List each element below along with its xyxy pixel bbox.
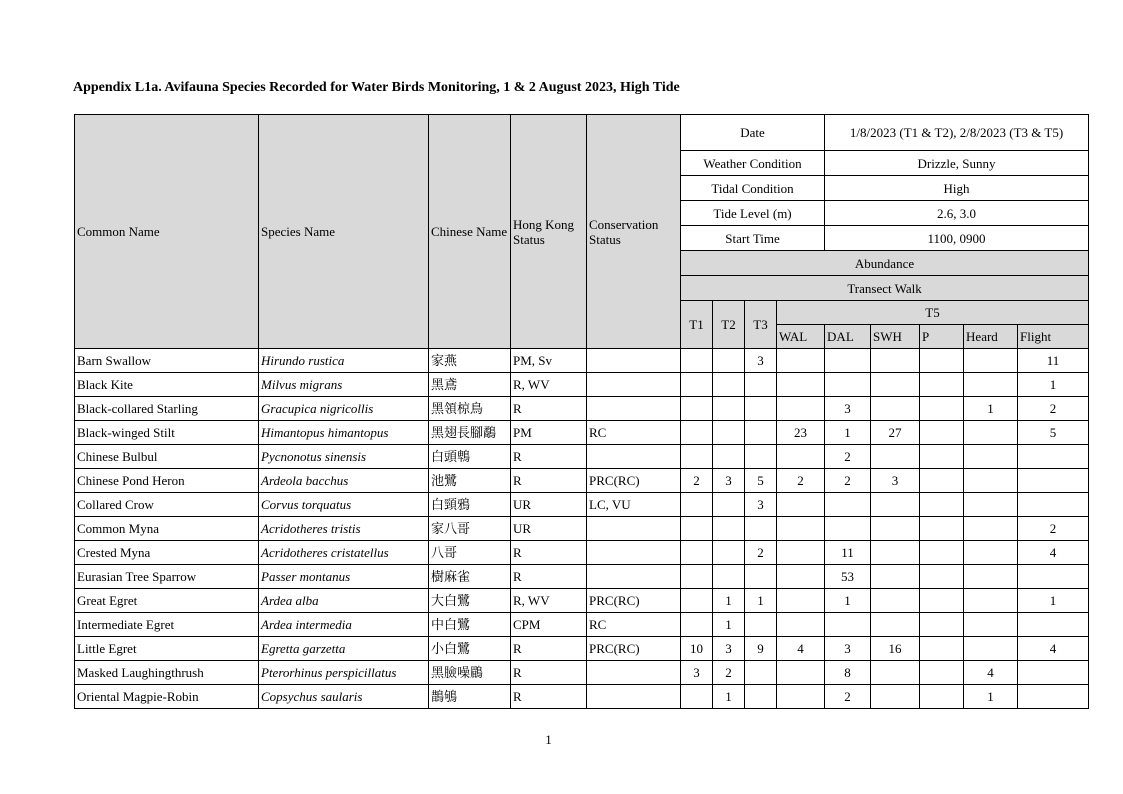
dal-count-cell <box>825 517 871 541</box>
table-row <box>75 445 1089 469</box>
wal-count-cell <box>777 445 825 469</box>
conservation-status-cell: RC <box>587 613 681 637</box>
conservation-status-cell <box>587 445 681 469</box>
conservation-status-cell: RC <box>587 421 681 445</box>
t3-count-cell <box>745 421 777 445</box>
flight-count-cell: 4 <box>1018 637 1089 661</box>
species-name-cell: Egretta garzetta <box>259 637 429 661</box>
flight-count-cell: 1 <box>1018 373 1089 397</box>
species-name-cell: Hirundo rustica <box>259 349 429 373</box>
t3-count-cell: 3 <box>745 493 777 517</box>
p-count-cell <box>920 517 964 541</box>
t3-count-cell: 1 <box>745 589 777 613</box>
hk-status-cell: R, WV <box>511 373 587 397</box>
tide-level-label: Tide Level (m) <box>681 201 825 226</box>
heard-count-cell <box>964 469 1018 493</box>
hk-status-cell: R, WV <box>511 589 587 613</box>
hk-status-cell: R <box>511 565 587 589</box>
heard-count-cell <box>964 373 1018 397</box>
swh-count-cell <box>871 565 920 589</box>
t2-count-cell <box>713 445 745 469</box>
wal-count-cell <box>777 397 825 421</box>
table-row <box>75 685 1089 709</box>
t1-count-cell: 3 <box>681 661 713 685</box>
dal-count-cell: 2 <box>825 469 871 493</box>
species-name-cell: Himantopus himantopus <box>259 421 429 445</box>
table-row <box>75 493 1089 517</box>
conservation-status-cell: PRC(RC) <box>587 469 681 493</box>
wal-count-cell <box>777 565 825 589</box>
date-value: 1/8/2023 (T1 & T2), 2/8/2023 (T3 & T5) <box>825 115 1089 151</box>
heard-count-cell: 1 <box>964 685 1018 709</box>
table-row <box>75 589 1089 613</box>
t1-count-cell <box>681 565 713 589</box>
flight-count-cell <box>1018 661 1089 685</box>
t1-count-cell <box>681 541 713 565</box>
conservation-status-cell <box>587 517 681 541</box>
wal-count-cell: 4 <box>777 637 825 661</box>
chinese-name-cell: 家八哥 <box>429 517 511 541</box>
chinese-name-cell: 樹麻雀 <box>429 565 511 589</box>
hk-status-cell: R <box>511 445 587 469</box>
wal-count-cell <box>777 613 825 637</box>
p-count-cell <box>920 349 964 373</box>
swh-count-cell <box>871 517 920 541</box>
header-t1: T1 <box>681 301 713 349</box>
dal-count-cell: 3 <box>825 397 871 421</box>
page-title: Appendix L1a. Avifauna Species Recorded for Water Birds Monitoring, 1 & 2 August 2023, High Tide <box>73 80 680 95</box>
species-name-cell: Pycnonotus sinensis <box>259 445 429 469</box>
heard-count-cell <box>964 565 1018 589</box>
swh-count-cell <box>871 349 920 373</box>
heard-count-cell <box>964 493 1018 517</box>
dal-count-cell: 1 <box>825 589 871 613</box>
species-name-cell: Acridotheres cristatellus <box>259 541 429 565</box>
hk-status-cell: R <box>511 397 587 421</box>
tidal-value: High <box>825 176 1089 201</box>
header-p: P <box>920 325 964 349</box>
header-flight: Flight <box>1018 325 1089 349</box>
flight-count-cell: 11 <box>1018 349 1089 373</box>
p-count-cell <box>920 421 964 445</box>
dal-count-cell: 53 <box>825 565 871 589</box>
hk-status-cell: CPM <box>511 613 587 637</box>
dal-count-cell <box>825 349 871 373</box>
dal-count-cell: 8 <box>825 661 871 685</box>
table-row <box>75 613 1089 637</box>
chinese-name-cell: 大白鷺 <box>429 589 511 613</box>
t1-count-cell <box>681 613 713 637</box>
p-count-cell <box>920 613 964 637</box>
header-swh: SWH <box>871 325 920 349</box>
chinese-name-cell: 黑領椋鳥 <box>429 397 511 421</box>
dal-count-cell: 1 <box>825 421 871 445</box>
t2-count-cell <box>713 493 745 517</box>
species-name-cell: Corvus torquatus <box>259 493 429 517</box>
table-row <box>75 541 1089 565</box>
t2-count-cell <box>713 421 745 445</box>
t3-count-cell <box>745 445 777 469</box>
tidal-label: Tidal Condition <box>681 176 825 201</box>
hk-status-cell: R <box>511 637 587 661</box>
swh-count-cell <box>871 373 920 397</box>
chinese-name-cell: 鵲鴝 <box>429 685 511 709</box>
hk-status-cell: R <box>511 469 587 493</box>
t2-count-cell: 3 <box>713 637 745 661</box>
t3-count-cell <box>745 685 777 709</box>
t1-count-cell <box>681 421 713 445</box>
header-species-name: Species Name <box>259 115 429 349</box>
conservation-status-cell: PRC(RC) <box>587 637 681 661</box>
t2-count-cell <box>713 565 745 589</box>
chinese-name-cell: 黑鳶 <box>429 373 511 397</box>
chinese-name-cell: 八哥 <box>429 541 511 565</box>
common-name-cell: Oriental Magpie-Robin <box>75 685 259 709</box>
species-name-cell: Copsychus saularis <box>259 685 429 709</box>
chinese-name-cell: 池鷺 <box>429 469 511 493</box>
start-time-value: 1100, 0900 <box>825 226 1089 251</box>
hk-status-cell: UR <box>511 517 587 541</box>
t1-count-cell <box>681 397 713 421</box>
dal-count-cell: 2 <box>825 445 871 469</box>
p-count-cell <box>920 589 964 613</box>
wal-count-cell <box>777 349 825 373</box>
table-row <box>75 469 1089 493</box>
flight-count-cell: 1 <box>1018 589 1089 613</box>
heard-count-cell <box>964 517 1018 541</box>
flight-count-cell: 5 <box>1018 421 1089 445</box>
conservation-status-cell <box>587 397 681 421</box>
p-count-cell <box>920 637 964 661</box>
flight-count-cell <box>1018 445 1089 469</box>
t3-count-cell <box>745 613 777 637</box>
wal-count-cell <box>777 517 825 541</box>
weather-value: Drizzle, Sunny <box>825 151 1089 176</box>
heard-count-cell <box>964 637 1018 661</box>
header-t2: T2 <box>713 301 745 349</box>
t2-count-cell <box>713 517 745 541</box>
heard-count-cell <box>964 589 1018 613</box>
p-count-cell <box>920 469 964 493</box>
swh-count-cell: 3 <box>871 469 920 493</box>
swh-count-cell: 27 <box>871 421 920 445</box>
table-row <box>75 349 1089 373</box>
species-name-cell: Ardea alba <box>259 589 429 613</box>
hk-status-cell: PM, Sv <box>511 349 587 373</box>
swh-count-cell <box>871 493 920 517</box>
dal-count-cell: 2 <box>825 685 871 709</box>
common-name-cell: Black-collared Starling <box>75 397 259 421</box>
hk-status-cell: R <box>511 661 587 685</box>
p-count-cell <box>920 397 964 421</box>
chinese-name-cell: 黑臉噪鶥 <box>429 661 511 685</box>
header-common-name: Common Name <box>75 115 259 349</box>
wal-count-cell <box>777 589 825 613</box>
heard-count-cell: 4 <box>964 661 1018 685</box>
swh-count-cell <box>871 445 920 469</box>
chinese-name-cell: 白頭鵯 <box>429 445 511 469</box>
table-row <box>75 421 1089 445</box>
common-name-cell: Chinese Bulbul <box>75 445 259 469</box>
flight-count-cell: 4 <box>1018 541 1089 565</box>
heard-count-cell <box>964 541 1018 565</box>
header-hk-status: Hong Kong Status <box>511 115 587 349</box>
t3-count-cell: 5 <box>745 469 777 493</box>
common-name-cell: Black Kite <box>75 373 259 397</box>
table-row <box>75 637 1089 661</box>
t3-count-cell: 2 <box>745 541 777 565</box>
dal-count-cell <box>825 613 871 637</box>
common-name-cell: Little Egret <box>75 637 259 661</box>
chinese-name-cell: 白頸鴉 <box>429 493 511 517</box>
p-count-cell <box>920 685 964 709</box>
t2-count-cell: 3 <box>713 469 745 493</box>
species-name-cell: Milvus migrans <box>259 373 429 397</box>
header-t5: T5 <box>777 301 1089 325</box>
common-name-cell: Eurasian Tree Sparrow <box>75 565 259 589</box>
swh-count-cell <box>871 541 920 565</box>
conservation-status-cell <box>587 685 681 709</box>
t2-count-cell <box>713 541 745 565</box>
common-name-cell: Collared Crow <box>75 493 259 517</box>
chinese-name-cell: 黑翅長腳鷸 <box>429 421 511 445</box>
wal-count-cell: 23 <box>777 421 825 445</box>
t1-count-cell <box>681 517 713 541</box>
hk-status-cell: UR <box>511 493 587 517</box>
t3-count-cell <box>745 661 777 685</box>
p-count-cell <box>920 445 964 469</box>
swh-count-cell <box>871 685 920 709</box>
species-name-cell: Gracupica nigricollis <box>259 397 429 421</box>
header-conservation-status: Conservation Status <box>587 115 681 349</box>
t3-count-cell: 9 <box>745 637 777 661</box>
tide-level-value: 2.6, 3.0 <box>825 201 1089 226</box>
t3-count-cell <box>745 373 777 397</box>
dal-count-cell <box>825 373 871 397</box>
header-wal: WAL <box>777 325 825 349</box>
p-count-cell <box>920 493 964 517</box>
common-name-cell: Masked Laughingthrush <box>75 661 259 685</box>
weather-label: Weather Condition <box>681 151 825 176</box>
t2-count-cell: 2 <box>713 661 745 685</box>
flight-count-cell: 2 <box>1018 517 1089 541</box>
species-name-cell: Pterorhinus perspicillatus <box>259 661 429 685</box>
swh-count-cell <box>871 661 920 685</box>
conservation-status-cell <box>587 661 681 685</box>
common-name-cell: Chinese Pond Heron <box>75 469 259 493</box>
dal-count-cell: 11 <box>825 541 871 565</box>
transect-walk-header: Transect Walk <box>681 276 1089 301</box>
hk-status-cell: R <box>511 685 587 709</box>
species-table <box>74 114 1089 709</box>
conservation-status-cell <box>587 565 681 589</box>
conservation-status-cell: LC, VU <box>587 493 681 517</box>
header-chinese-name: Chinese Name <box>429 115 511 349</box>
chinese-name-cell: 小白鷺 <box>429 637 511 661</box>
page-number: 1 <box>545 732 552 747</box>
heard-count-cell <box>964 613 1018 637</box>
wal-count-cell: 2 <box>777 469 825 493</box>
flight-count-cell <box>1018 613 1089 637</box>
t2-count-cell <box>713 349 745 373</box>
header-dal: DAL <box>825 325 871 349</box>
species-name-cell: Passer montanus <box>259 565 429 589</box>
t3-count-cell <box>745 517 777 541</box>
table-row <box>75 565 1089 589</box>
swh-count-cell <box>871 589 920 613</box>
t2-count-cell: 1 <box>713 685 745 709</box>
heard-count-cell <box>964 349 1018 373</box>
chinese-name-cell: 中白鷺 <box>429 613 511 637</box>
p-count-cell <box>920 373 964 397</box>
flight-count-cell: 2 <box>1018 397 1089 421</box>
common-name-cell: Intermediate Egret <box>75 613 259 637</box>
t1-count-cell: 2 <box>681 469 713 493</box>
hk-status-cell: R <box>511 541 587 565</box>
dal-count-cell <box>825 493 871 517</box>
p-count-cell <box>920 661 964 685</box>
conservation-status-cell <box>587 349 681 373</box>
abundance-header: Abundance <box>681 251 1089 276</box>
swh-count-cell <box>871 613 920 637</box>
swh-count-cell: 16 <box>871 637 920 661</box>
flight-count-cell <box>1018 493 1089 517</box>
header-t3: T3 <box>745 301 777 349</box>
common-name-cell: Crested Myna <box>75 541 259 565</box>
t2-count-cell <box>713 373 745 397</box>
dal-count-cell: 3 <box>825 637 871 661</box>
wal-count-cell <box>777 373 825 397</box>
hk-status-cell: PM <box>511 421 587 445</box>
t1-count-cell: 10 <box>681 637 713 661</box>
table-row <box>75 373 1089 397</box>
heard-count-cell <box>964 421 1018 445</box>
t1-count-cell <box>681 445 713 469</box>
t2-count-cell: 1 <box>713 589 745 613</box>
p-count-cell <box>920 565 964 589</box>
common-name-cell: Barn Swallow <box>75 349 259 373</box>
t1-count-cell <box>681 685 713 709</box>
header-heard: Heard <box>964 325 1018 349</box>
common-name-cell: Common Myna <box>75 517 259 541</box>
conservation-status-cell: PRC(RC) <box>587 589 681 613</box>
t3-count-cell <box>745 565 777 589</box>
t3-count-cell <box>745 397 777 421</box>
heard-count-cell: 1 <box>964 397 1018 421</box>
table-row <box>75 517 1089 541</box>
wal-count-cell <box>777 541 825 565</box>
t2-count-cell: 1 <box>713 613 745 637</box>
species-name-cell: Ardeola bacchus <box>259 469 429 493</box>
t1-count-cell <box>681 589 713 613</box>
species-name-cell: Ardea intermedia <box>259 613 429 637</box>
table-row <box>75 397 1089 421</box>
t3-count-cell: 3 <box>745 349 777 373</box>
table-row <box>75 661 1089 685</box>
swh-count-cell <box>871 397 920 421</box>
flight-count-cell <box>1018 469 1089 493</box>
wal-count-cell <box>777 661 825 685</box>
wal-count-cell <box>777 685 825 709</box>
t1-count-cell <box>681 349 713 373</box>
conservation-status-cell <box>587 541 681 565</box>
flight-count-cell <box>1018 565 1089 589</box>
wal-count-cell <box>777 493 825 517</box>
t2-count-cell <box>713 397 745 421</box>
t1-count-cell <box>681 373 713 397</box>
common-name-cell: Great Egret <box>75 589 259 613</box>
t1-count-cell <box>681 493 713 517</box>
chinese-name-cell: 家燕 <box>429 349 511 373</box>
conservation-status-cell <box>587 373 681 397</box>
flight-count-cell <box>1018 685 1089 709</box>
common-name-cell: Black-winged Stilt <box>75 421 259 445</box>
species-name-cell: Acridotheres tristis <box>259 517 429 541</box>
heard-count-cell <box>964 445 1018 469</box>
p-count-cell <box>920 541 964 565</box>
date-label: Date <box>681 115 825 151</box>
start-time-label: Start Time <box>681 226 825 251</box>
